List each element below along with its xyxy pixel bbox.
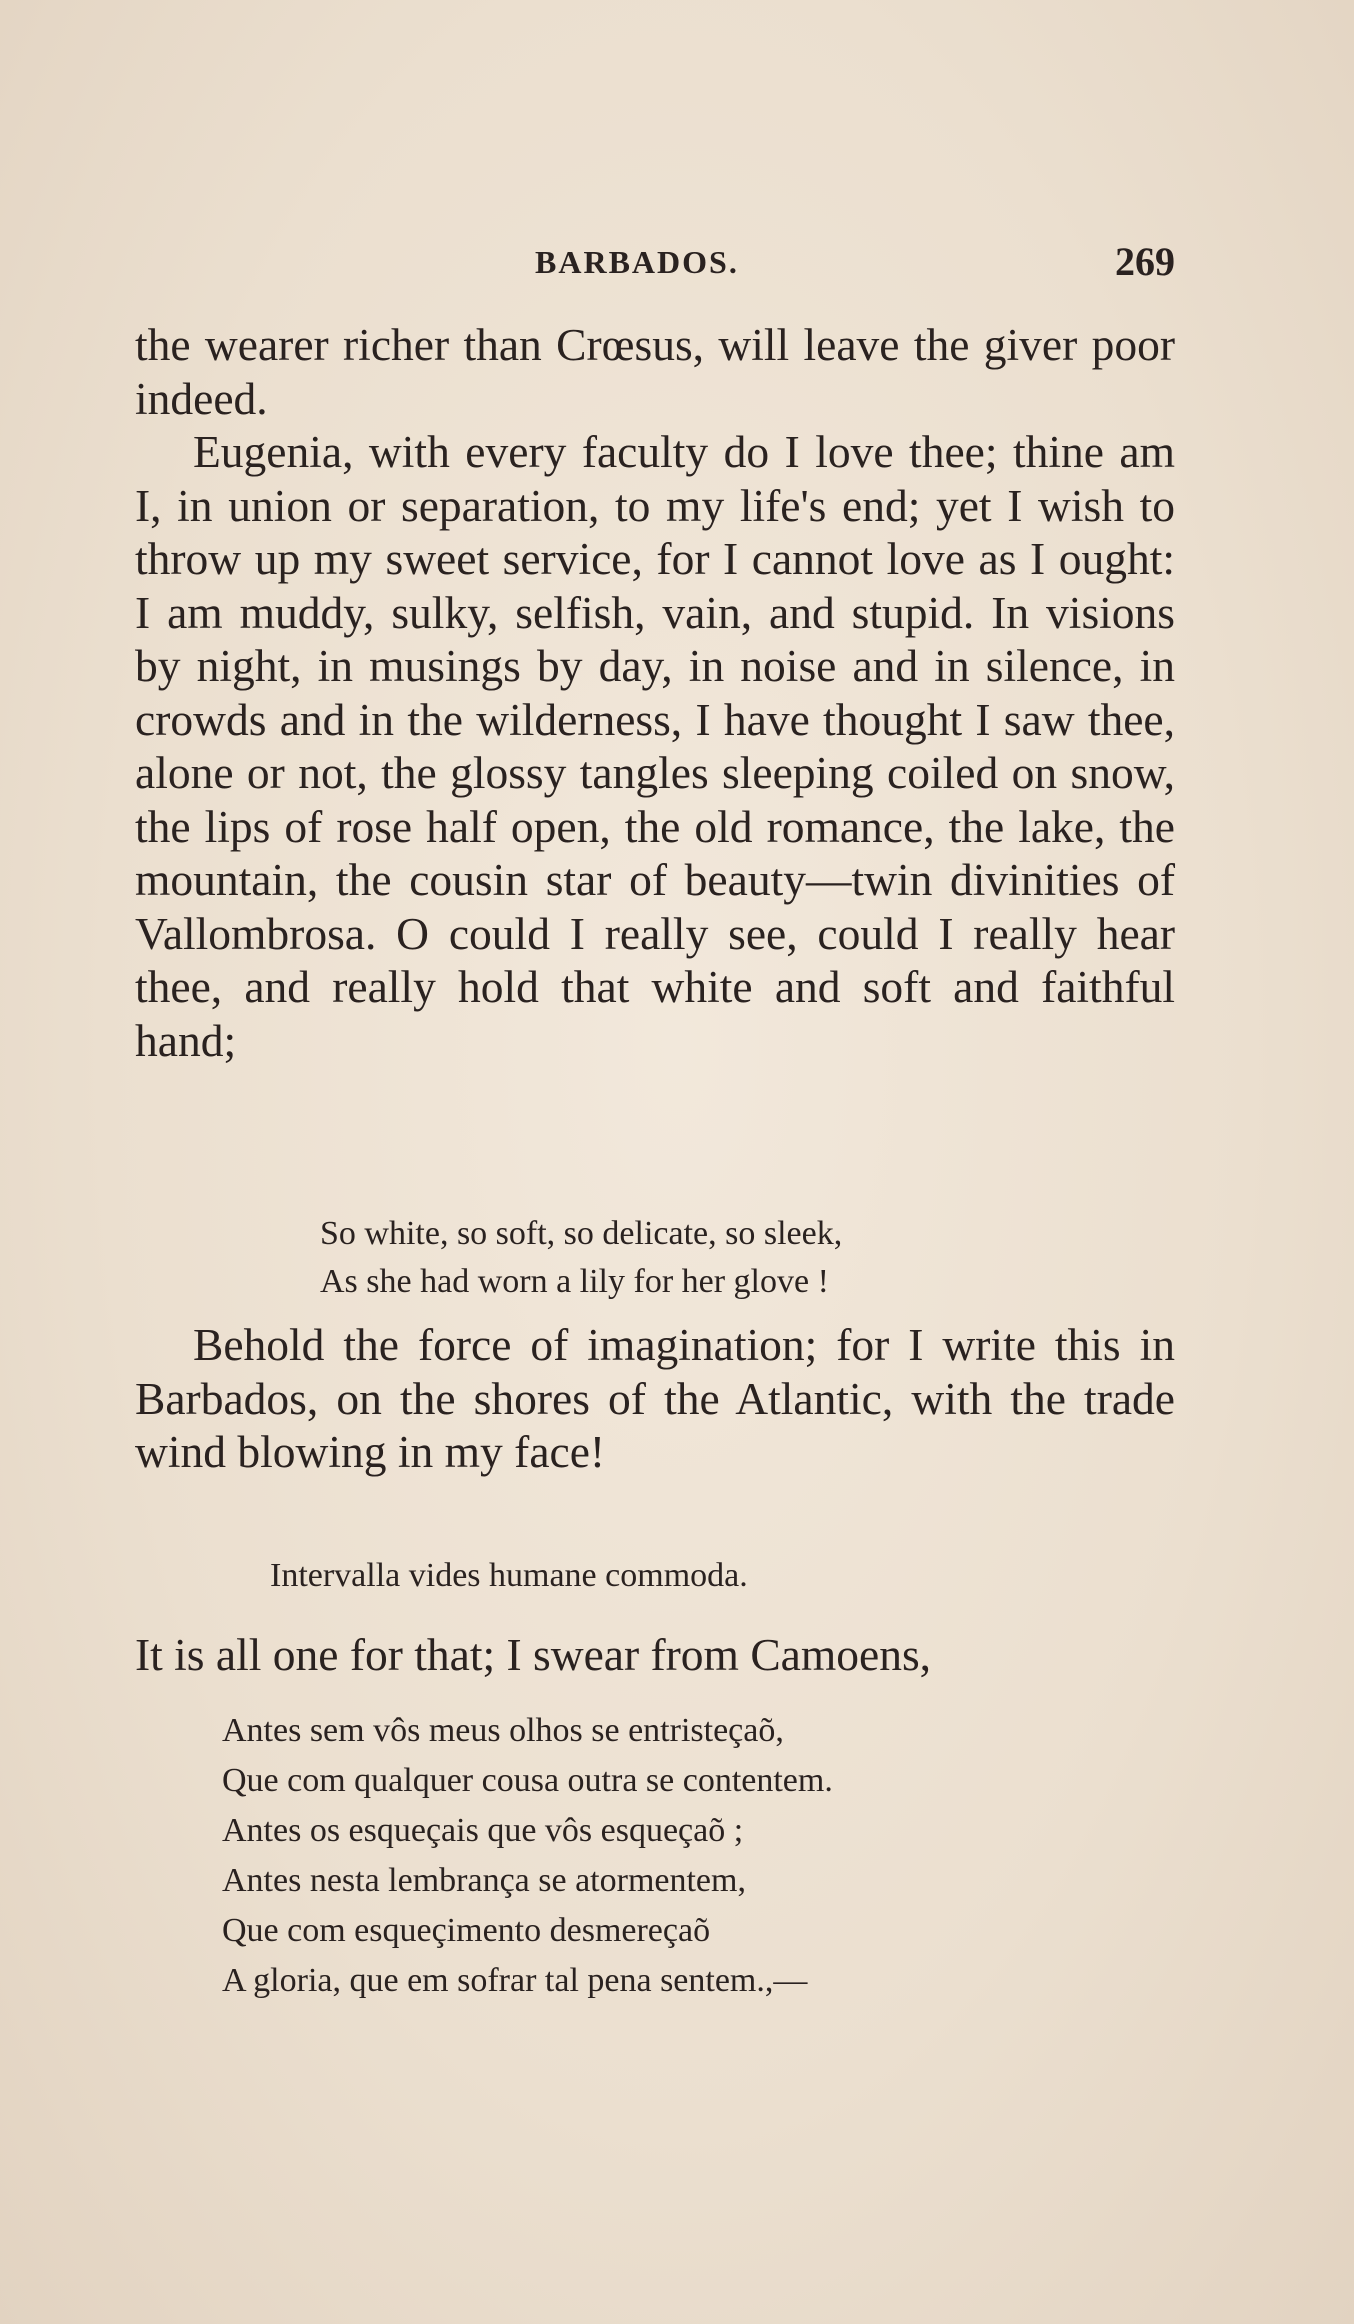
verse-line: Que com esqueçimento desmereçaõ bbox=[222, 1912, 711, 1949]
running-head: BARBADOS. bbox=[535, 244, 739, 280]
verse-line: Antes os esqueçais que vôs esqueçaõ ; bbox=[222, 1812, 744, 1849]
verse-line: A gloria, que em sofrar tal pena sentem.,— bbox=[222, 1962, 808, 1999]
prose-block-1 bbox=[135, 318, 1175, 1067]
verse-line: Antes sem vôs meus olhos se entristeçaõ, bbox=[222, 1712, 784, 1749]
verse-line: So white, so soft, so delicate, so sleek, bbox=[320, 1215, 843, 1252]
paragraph-imagination: Behold the force of imagination; for I write this in Barbados, on the shores of the Atlantic, with the trade wind blowing in my face! bbox=[135, 1319, 1175, 1477]
paragraph-continuation: the wearer richer than Crœsus, will leave the giver poor indeed. bbox=[135, 319, 1175, 424]
verse-line: Antes nesta lembrança se atormentem, bbox=[222, 1862, 746, 1899]
verse-quote-portuguese bbox=[222, 1706, 833, 2006]
motto-line: Intervalla vides humane commoda. bbox=[270, 1557, 748, 1594]
verse-quote-english bbox=[320, 1210, 842, 1306]
verse-line: As she had worn a lily for her glove ! bbox=[320, 1263, 829, 1300]
page-header bbox=[135, 238, 1175, 288]
paragraph-eugenia: Eugenia, with every faculty do I love thee; thine am I, in union or separation, to my life's end; yet I wish to throw up my sweet service, for I cannot love as I ought: I am muddy, sulky, selfish, vain, and stupid. In visions by night, in musings by day, in noise and in silence, in crowds and in the wilderness, I have thought I saw thee, alone or not, the glossy tangles sleeping coiled on snow, the lips of rose half open, the old romance, the lake, the mountain, the cousin star of beauty—twin divinities of Vallombrosa. O could I really see, could I really hear thee, and really hold that white and soft and faithful hand; bbox=[135, 426, 1175, 1066]
camoens-intro: It is all one for that; I swear from Camoens, bbox=[135, 1629, 932, 1680]
prose-block-2 bbox=[135, 1318, 1175, 1479]
verse-line: Que com qualquer cousa outra se contentem. bbox=[222, 1762, 833, 1799]
page-number: 269 bbox=[1115, 239, 1175, 284]
latin-motto bbox=[270, 1552, 748, 1600]
